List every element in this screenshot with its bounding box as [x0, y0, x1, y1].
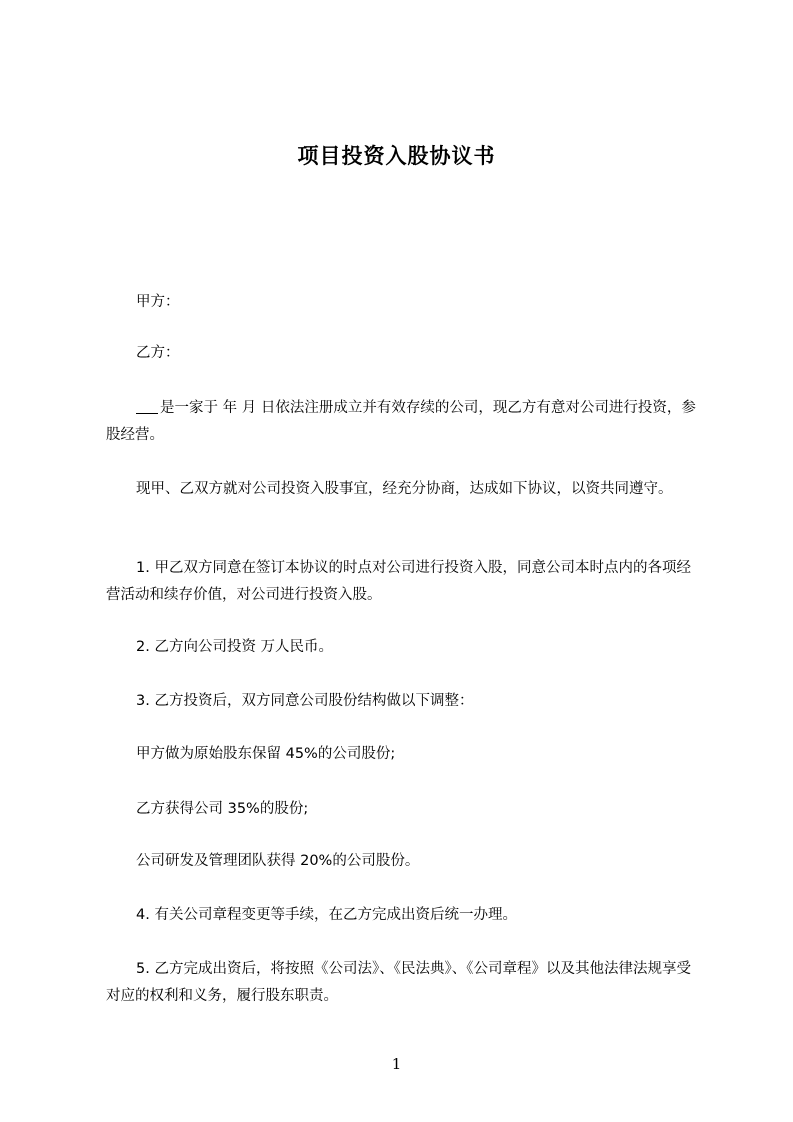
company-name-blank — [136, 399, 158, 414]
intro-text: 是一家于 年 月 日依法注册成立并有效存续的公司，现乙方有意对公司进行投资，参股经营。 — [106, 400, 696, 443]
share-party-b: 乙方获得公司 35%的股份; — [136, 801, 309, 817]
clause-3: 3. 乙方投资后，双方同意公司股份结构做以下调整： — [136, 693, 474, 709]
clause-5: 5. 乙方完成出资后，将按照《公司法》、《民法典》、《公司章程》以及其他法律法规享受对应的权利和义务，履行股东职责。 — [106, 961, 691, 1004]
clause-2: 2. 乙方向公司投资 万人民币。 — [136, 639, 334, 655]
party-a-label: 甲方： — [136, 294, 180, 310]
preamble-paragraph: 现甲、乙双方就对公司投资入股事宜，经充分协商，达成如下协议，以资共同遵守。 — [136, 481, 673, 497]
party-b-label: 乙方： — [136, 345, 180, 361]
page-number: 1 — [391, 1055, 402, 1073]
clause-4: 4. 有关公司章程变更等手续，在乙方完成出资后统一办理。 — [136, 907, 517, 923]
intro-paragraph — [106, 395, 702, 449]
share-party-a: 甲方做为原始股东保留 45%的公司股份; — [136, 746, 396, 762]
share-team: 公司研发及管理团队获得 20%的公司股份。 — [136, 853, 420, 869]
clause-1: 1. 甲乙双方同意在签订本协议的时点对公司进行投资入股，同意公司本时点内的各项经营活动和续存价值，对公司进行投资入股。 — [106, 560, 691, 603]
document-title: 项目投资入股协议书 — [297, 144, 496, 168]
